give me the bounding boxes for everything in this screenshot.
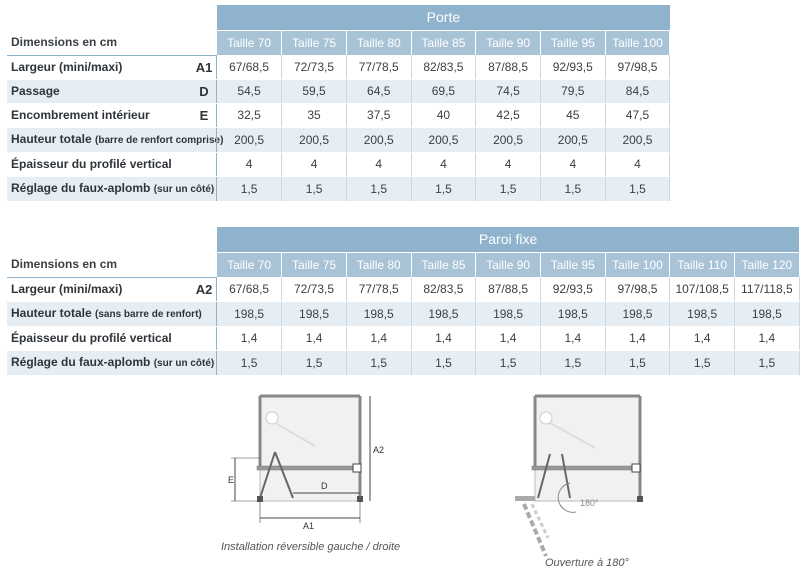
table-cell: 4 — [605, 152, 670, 176]
table-cell: 1,5 — [217, 176, 282, 201]
paroi-size-header: Taille 110 — [670, 252, 735, 277]
row-label: Hauteur totale — [11, 305, 92, 320]
table-cell: 45 — [540, 103, 605, 127]
table-cell: 198,5 — [282, 301, 347, 326]
porte-size-header: Taille 100 — [605, 30, 670, 55]
table-cell: 200,5 — [346, 127, 411, 152]
paroi-size-header: Taille 120 — [735, 252, 800, 277]
row-code: A1 — [192, 56, 217, 79]
porte-size-header: Taille 85 — [411, 30, 476, 55]
table-cell: 1,5 — [282, 350, 347, 375]
table-cell: 1,5 — [735, 350, 800, 375]
table-cell: 1,5 — [346, 350, 411, 375]
paroi-size-header: Taille 100 — [605, 252, 670, 277]
table-cell: 79,5 — [540, 79, 605, 103]
table-cell: 35 — [282, 103, 347, 127]
row-code: A2 — [192, 278, 217, 301]
paroi-table — [7, 227, 800, 376]
table-row — [7, 301, 799, 326]
dim-a2-label: A2 — [373, 445, 385, 455]
porte-size-header: Taille 95 — [540, 30, 605, 55]
table-cell: 4 — [282, 152, 347, 176]
row-label: Épaisseur du profilé vertical — [11, 330, 172, 345]
table-cell: 67/68,5 — [217, 55, 282, 79]
row-code: D — [192, 80, 217, 103]
table-cell: 1,4 — [540, 326, 605, 350]
row-label-cell — [7, 277, 217, 301]
table-cell: 198,5 — [605, 301, 670, 326]
table-cell: 67/68,5 — [217, 277, 282, 301]
installation-diagram — [215, 388, 395, 533]
table-cell: 40 — [411, 103, 476, 127]
row-label: Largeur (mini/maxi) — [11, 59, 123, 74]
table-row — [7, 152, 670, 176]
row-label-cell — [7, 55, 217, 79]
row-label: Encombrement intérieur — [11, 107, 150, 122]
table-cell: 4 — [476, 152, 541, 176]
table-cell: 1,5 — [217, 350, 282, 375]
row-label-cell — [7, 152, 217, 176]
table-cell: 1,4 — [605, 326, 670, 350]
table-cell: 77/78,5 — [346, 277, 411, 301]
row-code — [192, 351, 217, 375]
table-cell: 4 — [346, 152, 411, 176]
table-cell: 32,5 — [217, 103, 282, 127]
table-cell: 87/88,5 — [476, 277, 541, 301]
table-cell: 1,5 — [476, 176, 541, 201]
table-cell: 92/93,5 — [540, 277, 605, 301]
porte-header-row — [7, 30, 670, 55]
row-note: (sur un côté) — [153, 183, 215, 195]
porte-size-header: Taille 75 — [282, 30, 347, 55]
table-cell: 198,5 — [540, 301, 605, 326]
table-cell: 200,5 — [540, 127, 605, 152]
table-row — [7, 277, 799, 301]
table-cell: 1,4 — [735, 326, 800, 350]
table-cell: 198,5 — [346, 301, 411, 326]
dim-d-label: D — [321, 481, 328, 491]
dim-e-label: E — [228, 475, 235, 485]
table-cell: 77/78,5 — [346, 55, 411, 79]
table-cell: 74,5 — [476, 79, 541, 103]
table-cell: 117/118,5 — [735, 277, 800, 301]
porte-title: Porte — [217, 5, 670, 30]
table-cell: 82/83,5 — [411, 277, 476, 301]
table-cell: 1,5 — [670, 350, 735, 375]
row-label: Largeur (mini/maxi) — [11, 281, 123, 296]
table-cell: 1,5 — [476, 350, 541, 375]
table-cell: 97/98,5 — [605, 277, 670, 301]
table-cell: 64,5 — [346, 79, 411, 103]
table-row — [7, 127, 670, 152]
row-code — [192, 153, 217, 176]
table-row — [7, 79, 670, 103]
table-cell: 1,5 — [605, 350, 670, 375]
installation-caption: Installation réversible gauche / droite — [221, 541, 401, 553]
table-cell: 1,4 — [411, 326, 476, 350]
porte-size-header: Taille 80 — [346, 30, 411, 55]
angle-label: 180° — [580, 498, 599, 508]
table-cell: 198,5 — [670, 301, 735, 326]
table-cell: 200,5 — [605, 127, 670, 152]
paroi-size-header: Taille 75 — [282, 252, 347, 277]
opening-caption: Ouverture à 180° — [545, 557, 629, 569]
row-label-cell — [7, 326, 217, 350]
table-cell: 54,5 — [217, 79, 282, 103]
table-cell: 107/108,5 — [670, 277, 735, 301]
table-cell: 87/88,5 — [476, 55, 541, 79]
porte-size-header: Taille 70 — [217, 30, 282, 55]
paroi-size-header: Taille 80 — [346, 252, 411, 277]
table-cell: 47,5 — [605, 103, 670, 127]
table-cell: 37,5 — [346, 103, 411, 127]
table-cell: 4 — [540, 152, 605, 176]
row-label: Réglage du faux-aplomb — [11, 354, 151, 369]
table-cell: 200,5 — [476, 127, 541, 152]
table-cell: 82/83,5 — [411, 55, 476, 79]
table-cell: 1,4 — [282, 326, 347, 350]
table-cell: 1,5 — [411, 176, 476, 201]
row-label-cell — [7, 301, 217, 326]
porte-size-header: Taille 90 — [476, 30, 541, 55]
table-cell: 1,5 — [282, 176, 347, 201]
row-label: Hauteur totale — [11, 131, 92, 146]
paroi-size-header: Taille 95 — [540, 252, 605, 277]
paroi-size-header: Taille 70 — [217, 252, 282, 277]
table-cell: 1,5 — [605, 176, 670, 201]
row-label-cell — [7, 176, 217, 201]
row-code — [192, 302, 217, 326]
table-cell: 69,5 — [411, 79, 476, 103]
table-cell: 1,5 — [540, 176, 605, 201]
paroi-size-header: Taille 85 — [411, 252, 476, 277]
table-cell: 59,5 — [282, 79, 347, 103]
table-cell: 1,4 — [670, 326, 735, 350]
row-code — [192, 128, 217, 152]
table-cell: 1,4 — [346, 326, 411, 350]
paroi-size-header: Taille 90 — [476, 252, 541, 277]
row-code: E — [192, 104, 217, 127]
table-cell: 198,5 — [411, 301, 476, 326]
row-label-cell — [7, 79, 217, 103]
table-cell: 72/73,5 — [282, 277, 347, 301]
table-cell: 97/98,5 — [605, 55, 670, 79]
porte-dimensions-label: Dimensions en cm — [7, 30, 217, 55]
porte-table — [7, 5, 670, 202]
table-cell: 198,5 — [217, 301, 282, 326]
table-cell: 1,4 — [217, 326, 282, 350]
row-note: (barre de renfort comprise) — [95, 134, 224, 146]
opening-diagram — [510, 388, 660, 563]
table-cell: 42,5 — [476, 103, 541, 127]
table-cell: 200,5 — [217, 127, 282, 152]
table-cell: 198,5 — [735, 301, 800, 326]
table-row — [7, 326, 799, 350]
table-cell: 4 — [411, 152, 476, 176]
paroi-title: Paroi fixe — [217, 227, 799, 252]
table-cell: 92/93,5 — [540, 55, 605, 79]
row-label: Passage — [11, 83, 60, 98]
row-label-cell — [7, 103, 217, 127]
table-cell: 1,5 — [540, 350, 605, 375]
table-cell: 84,5 — [605, 79, 670, 103]
table-cell: 1,5 — [346, 176, 411, 201]
dim-a1-label: A1 — [303, 521, 315, 531]
row-note: (sans barre de renfort) — [95, 308, 202, 320]
table-cell: 198,5 — [476, 301, 541, 326]
table-cell: 72/73,5 — [282, 55, 347, 79]
row-label: Épaisseur du profilé vertical — [11, 156, 172, 171]
table-cell: 200,5 — [411, 127, 476, 152]
row-label-cell — [7, 127, 224, 152]
table-cell: 4 — [217, 152, 282, 176]
table-cell: 1,4 — [476, 326, 541, 350]
table-cell: 200,5 — [282, 127, 347, 152]
table-row — [7, 176, 670, 201]
row-label: Réglage du faux-aplomb — [11, 180, 151, 195]
paroi-dimensions-label: Dimensions en cm — [7, 252, 217, 277]
table-row — [7, 350, 799, 375]
table-row — [7, 103, 670, 127]
row-code — [192, 327, 217, 350]
table-row — [7, 55, 670, 79]
row-label-cell — [7, 350, 217, 375]
row-code — [192, 177, 217, 201]
paroi-header-row — [7, 252, 799, 277]
row-note: (sur un côté) — [153, 357, 215, 369]
table-cell: 1,5 — [411, 350, 476, 375]
